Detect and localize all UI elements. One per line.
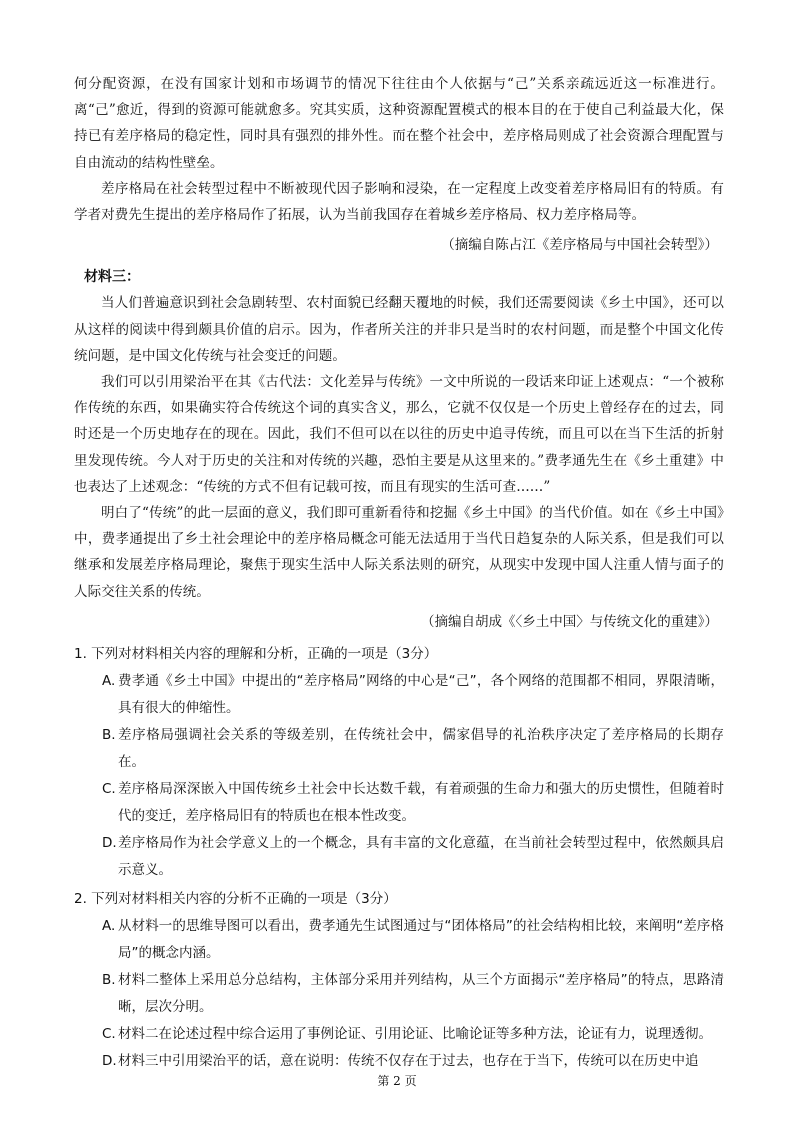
option-text: 材料三中引用梁治平的话，意在说明：传统不仅存在于过去，也存在于当下，传统可以在历史中追 [118, 1053, 699, 1070]
option-a [102, 668, 724, 722]
material-three-heading: 材料三： [84, 269, 140, 286]
option-label: A. [102, 918, 116, 935]
option-d [102, 1048, 724, 1075]
option-text: 差序格局作为社会学意义上的一个概念，具有丰富的文化意蕴，在当前社会转型过程中，依然颇具启示意义。 [118, 835, 724, 879]
paragraph-social-transition: 差序格局在社会转型过程中不断被现代因子影响和浸染，在一定程度上改变着差序格局旧有的特质。有学者对费先生提出的差序格局作了拓展，认为当前我国存在着城乡差序格局、权力差序格局等。 [74, 180, 724, 224]
option-label: A. [102, 673, 116, 690]
paragraph-liang-quote: 我们可以引用梁治平在其《古代法：文化差异与传统》一文中所说的一段话来印证上述观点：“一个被称作传统的东西，如果确实符合传统这个词的真实含义，那么，它就不仅仅是一个历史上曾经存在的过去，同时还是一个历史地存在的现在。因此，我们不但可以在以往的历史中追寻传统，而且可以在当下生活的折射里发现传统。今人对于历史的关注和对传统的兴趣，恐怕主要是从这里来的。”费孝通先生在《乡土重建》中也表达了上述观念：“传统的方式不但有记载可按，而且有现实的生活可查……” [74, 374, 724, 495]
question-stem: 2. 下列对材料相关内容的分析不正确的一项是（3分） [74, 891, 397, 908]
option-text: 材料二在论述过程中综合运用了事例论证、引用论证、比喻论证等多种方法，论证有力，说理透彻。 [118, 1026, 712, 1043]
paragraph-resource-allocation: 何分配资源，在没有国家计划和市场调节的情况下往往由个人依据与“己”关系亲疏远近这一标准进行。离“己”愈近，得到的资源可能就愈多。究其实质，这种资源配置模式的根本目的在于使自己利益最大化，保持已有差序格局的稳定性，同时具有强烈的排外性。而在整个社会中，差序格局则成了社会资源合理配置与自由流动的结构性壁垒。 [74, 76, 724, 171]
option-a [102, 913, 724, 967]
option-text: 材料二整体上采用总分总结构，主体部分采用并列结构，从三个方面揭示“差序格局”的特点，思路清晰，层次分明。 [118, 972, 724, 1016]
option-label: C. [102, 1026, 116, 1043]
source-citation-hu: （摘编自胡成《〈乡土中国〉与传统文化的重建》） [421, 613, 718, 630]
question-2 [74, 886, 724, 1075]
paragraph-reading-value: 当人们普遍意识到社会急剧转型、农村面貌已经翻天覆地的时候，我们还需要阅读《乡土中国》，还可以从这样的阅读中得到颇具价值的启示。因为，作者所关注的并非只是当时的农村问题，而是整个中国文化传统问题，是中国文化传统与社会变迁的问题。 [74, 295, 724, 364]
option-text: 从材料一的思维导图可以看出，费孝通先生试图通过与“团体格局”的社会结构相比较，来阐明“差序格局”的概念内涵。 [118, 918, 724, 962]
option-label: D. [102, 835, 117, 852]
option-d [102, 830, 724, 884]
option-label: B. [102, 727, 116, 744]
option-text: 差序格局强调社会关系的等级差别，在传统社会中，儒家倡导的礼治秩序决定了差序格局的长期存在。 [118, 727, 724, 771]
option-text: 费孝通《乡土中国》中提出的“差序格局”网络的中心是“己”，各个网络的范围都不相同，界限清晰，具有很大的伸缩性。 [118, 673, 724, 717]
source-citation-chen: （摘编自陈占江《差序格局与中国社会转型》） [441, 237, 718, 254]
question-stem: 1. 下列对材料相关内容的理解和分析，正确的一项是（3分） [74, 646, 438, 663]
page-number: 第 2 页 [377, 1074, 417, 1088]
option-b [102, 967, 724, 1021]
option-label: B. [102, 972, 116, 989]
option-label: D. [102, 1053, 117, 1070]
page-content [74, 71, 724, 1075]
option-label: C. [102, 781, 116, 798]
option-c [102, 1021, 724, 1048]
paragraph-contemporary-value: 明白了“传统”的此一层面的意义，我们即可重新看待和挖掘《乡土中国》的当代价值。如在《乡土中国》中，费孝通提出了乡土社会理论中的差序格局概念可能无法适用于当代日趋复杂的人际关系，但是我们可以继承和发展差序格局理论，聚焦于现实生活中人际关系法则的研究，从现实中发现中国人注重人情与面子的人际交往关系的传统。 [74, 505, 724, 600]
option-c [102, 776, 724, 830]
option-text: 差序格局深深嵌入中国传统乡土社会中长达数千载，有着顽强的生命力和强大的历史惯性，但随着时代的变迁，差序格局旧有的特质也在根本性改变。 [118, 781, 724, 825]
question-1 [74, 641, 724, 884]
option-b [102, 722, 724, 776]
